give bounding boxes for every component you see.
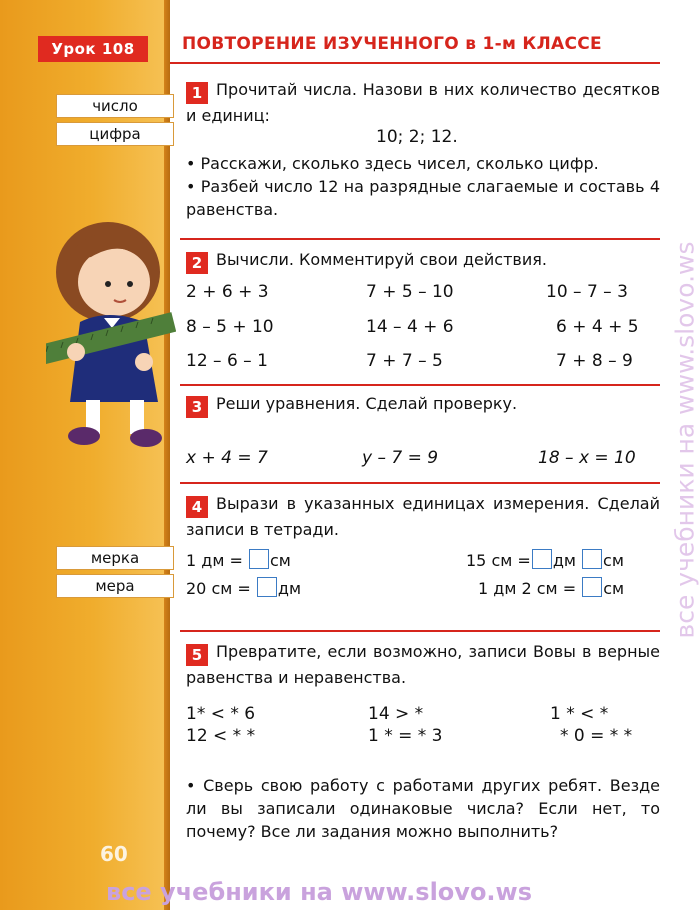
record-1-1: 1* < * 6 <box>186 704 256 724</box>
term-merka: мерка <box>56 546 174 570</box>
task-5 <box>186 640 660 689</box>
record-2-1: 12 < * * <box>186 726 256 746</box>
conversion-3-label: 20 см = <box>186 579 251 598</box>
answer-box[interactable] <box>532 549 552 569</box>
task-1-text: Прочитай числа. Назови в них количество десятков и единиц: <box>186 80 660 125</box>
rule-2 <box>180 384 660 386</box>
task-4-number: 4 <box>186 496 208 518</box>
unit-label: см <box>603 551 624 570</box>
expr-2-2: 14 – 4 + 6 <box>366 317 454 337</box>
conversion-1 <box>186 549 291 570</box>
conversion-1-label: 1 дм = <box>186 551 243 570</box>
expr-1-3: 10 – 7 – 3 <box>546 282 628 302</box>
watermark-side: все учебники на www.slovo.ws <box>670 241 700 639</box>
task-3-number: 3 <box>186 396 208 418</box>
task-1-bullet-2: • Разбей число 12 на разрядные слагаемые и составь 4 равенства. <box>186 177 660 219</box>
unit-label: дм <box>552 551 576 570</box>
task-1-number: 1 <box>186 82 208 104</box>
task-1-bullet-1: • Расскажи, сколько здесь чисел, сколько цифр. <box>186 154 599 173</box>
record-1-2: 14 > * <box>368 704 424 724</box>
expr-2-3: 6 + 4 + 5 <box>556 317 639 337</box>
equation-2: y – 7 = 9 <box>362 448 439 468</box>
record-2-3: * 0 = * * <box>560 726 633 746</box>
unit-label: см <box>269 551 291 570</box>
header-rule <box>170 62 660 64</box>
expr-3-3: 7 + 8 – 9 <box>556 351 633 371</box>
conversion-4-label: 1 дм 2 см = <box>478 579 577 598</box>
record-1-3: 1 * < * <box>550 704 609 724</box>
record-2-2: 1 * = * 3 <box>368 726 443 746</box>
task-3 <box>186 392 660 418</box>
expr-3-2: 7 + 7 – 5 <box>366 351 443 371</box>
conversion-2 <box>466 549 624 570</box>
term-chislo: число <box>56 94 174 118</box>
expr-3-1: 12 – 6 – 1 <box>186 351 268 371</box>
task-2 <box>186 248 660 274</box>
conversion-3 <box>186 577 301 598</box>
conversion-2-label: 15 см = <box>466 551 531 570</box>
rule-3 <box>180 482 660 484</box>
equation-1: x + 4 = 7 <box>186 448 268 468</box>
unit-label: см <box>603 579 625 598</box>
answer-box[interactable] <box>257 577 277 597</box>
watermark-bottom: все учебники на www.slovo.ws <box>106 878 532 906</box>
answer-box[interactable] <box>582 549 602 569</box>
answer-box[interactable] <box>249 549 269 569</box>
task-5-number: 5 <box>186 644 208 666</box>
expr-1-1: 2 + 6 + 3 <box>186 282 269 302</box>
term-mera: мера <box>56 574 174 598</box>
expr-1-2: 7 + 5 – 10 <box>366 282 454 302</box>
task-1 <box>186 78 660 127</box>
page-number: 60 <box>100 842 128 866</box>
task-2-number: 2 <box>186 252 208 274</box>
lesson-badge: Урок 108 <box>38 36 148 62</box>
task-3-text: Реши уравнения. Сделай проверку. <box>216 394 518 413</box>
task-4 <box>186 492 660 541</box>
rule-4 <box>180 630 660 632</box>
expr-2-1: 8 – 5 + 10 <box>186 317 274 337</box>
page-title: ПОВТОРЕНИЕ ИЗУЧЕННОГО в 1-м КЛАССЕ <box>182 34 602 54</box>
rule-1 <box>180 238 660 240</box>
girl-with-ruler-illustration <box>46 212 176 462</box>
equation-3: 18 – x = 10 <box>538 448 636 468</box>
term-tsifra: цифра <box>56 122 174 146</box>
conversion-4 <box>478 577 624 598</box>
task-2-text: Вычисли. Комментируй свои действия. <box>216 250 547 269</box>
task-5-text: Превратите, если возможно, записи Вовы в верные равенства и неравенства. <box>186 642 660 687</box>
task-4-text: Вырази в указанных единицах измерения. Сделай записи в тетради. <box>186 494 660 539</box>
task-5-final: • Сверь свою работу с работами других ребят. Везде ли вы записали одинаковые числа? Если нет, то почему? Все ли задания можно выполнить? <box>186 776 660 841</box>
answer-box[interactable] <box>582 577 602 597</box>
task-1-numbers: 10; 2; 12. <box>376 127 458 147</box>
unit-label: дм <box>277 579 302 598</box>
